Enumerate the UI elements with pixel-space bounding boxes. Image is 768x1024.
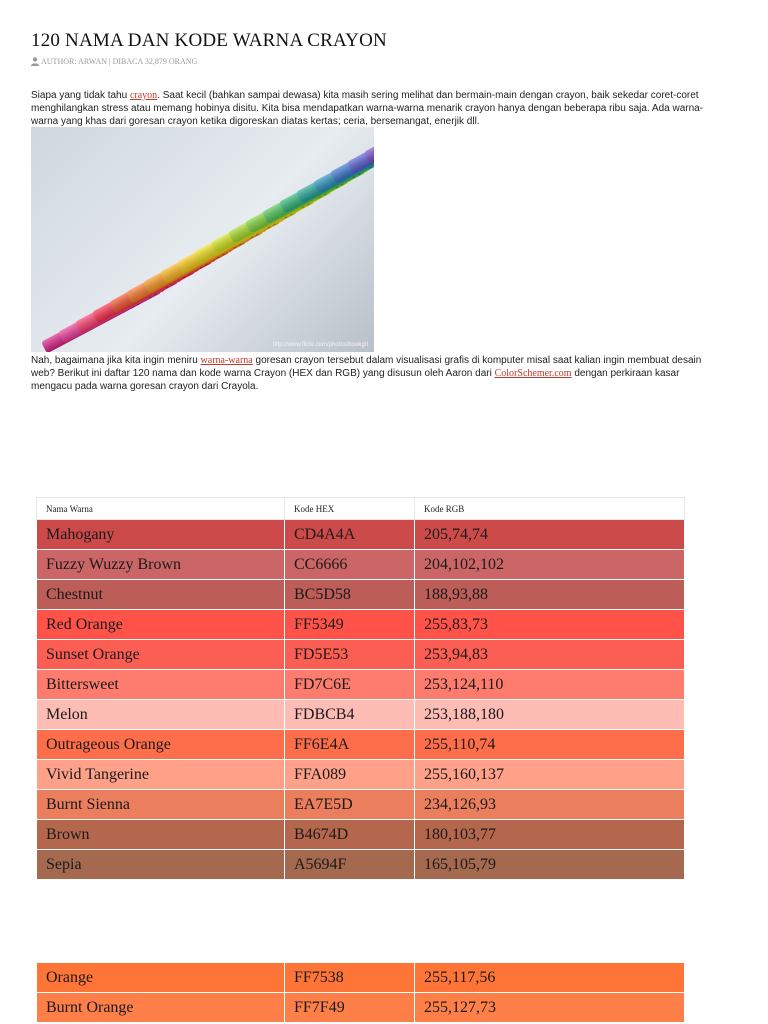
rgb-code-cell: 165,105,79 (415, 850, 685, 880)
rgb-code-cell: 253,94,83 (415, 640, 685, 670)
outro-text-2: goresan crayon tersebut dalam visualisasi grafis di komputer misal saat kalian ingin membuat desain web? Berikut ini daftar 120 nama dan kode warna Crayon (HEX dan RGB) yang disusun oleh Aaron dari (31, 355, 702, 379)
rgb-code-cell: 255,160,137 (415, 760, 685, 790)
color-name-cell: Outrageous Orange (37, 730, 285, 760)
page-title: 120 NAMA DAN KODE WARNA CRAYON (31, 30, 387, 51)
table-row (37, 820, 685, 850)
colorschemer-link[interactable]: ColorSchemer.com (494, 368, 572, 379)
color-name-cell: Mahogany (37, 520, 285, 550)
hex-code-cell: FDBCB4 (285, 700, 415, 730)
hex-code-cell: B4674D (285, 820, 415, 850)
header-kode-rgb: Kode RGB (415, 498, 685, 520)
hex-code-cell: FF7538 (285, 963, 415, 993)
header-kode-hex: Kode HEX (285, 498, 415, 520)
header-nama-warna: Nama Warna (37, 498, 285, 520)
hex-code-cell: FD7C6E (285, 670, 415, 700)
hex-code-cell: CD4A4A (285, 520, 415, 550)
table-row (37, 850, 685, 880)
hex-code-cell: CC6666 (285, 550, 415, 580)
hex-code-cell: FF7F49 (285, 993, 415, 1023)
warna-warna-link[interactable]: warna-warna (200, 355, 253, 366)
table-row (37, 550, 685, 580)
table-row (37, 760, 685, 790)
color-name-cell: Chestnut (37, 580, 285, 610)
rgb-code-cell: 255,83,73 (415, 610, 685, 640)
hex-code-cell: FF6E4A (285, 730, 415, 760)
color-name-cell: Red Orange (37, 610, 285, 640)
color-name-cell: Sepia (37, 850, 285, 880)
article-meta (31, 57, 197, 66)
outro-text-3: dengan perkiraan kasar mengacu pada warna goresan crayon dari Crayola. (31, 368, 680, 392)
table-row (37, 730, 685, 760)
rgb-code-cell: 253,124,110 (415, 670, 685, 700)
hex-code-cell: A5694F (285, 850, 415, 880)
hex-code-cell: FF5349 (285, 610, 415, 640)
rgb-code-cell: 253,188,180 (415, 700, 685, 730)
rgb-code-cell: 255,127,73 (415, 993, 685, 1023)
outro-text-1: Nah, bagaimana jika kita ingin meniru (31, 355, 201, 366)
rgb-code-cell: 180,103,77 (415, 820, 685, 850)
intro-text-2: . Saat kecil (bahkan sampai dewasa) kita masih sering melihat dan bermain-main dengan crayon, baik sekedar coret-coret menghilangkan stress atau memang hobinya disitu. Kita bisa mendapatkan warna-warna menarik crayon hanya dengan beberapa ribu saja. Ada warna-warna yang khas dari goresan crayon ketika digoreskan diatas kertas; ceria, bersemangat, enerjik dll. (31, 90, 704, 127)
table-row (37, 790, 685, 820)
rgb-code-cell: 234,126,93 (415, 790, 685, 820)
color-name-cell: Vivid Tangerine (37, 760, 285, 790)
table-row (37, 580, 685, 610)
intro-text-1: Siapa yang tidak tahu (31, 90, 130, 101)
user-icon (31, 57, 39, 66)
rgb-code-cell: 255,117,56 (415, 963, 685, 993)
color-name-cell: Fuzzy Wuzzy Brown (37, 550, 285, 580)
table-row (37, 993, 685, 1023)
table-row (37, 610, 685, 640)
intro-paragraph (31, 89, 711, 128)
table-row (37, 670, 685, 700)
rgb-code-cell: 255,110,74 (415, 730, 685, 760)
color-name-cell: Burnt Sienna (37, 790, 285, 820)
crayon-photo (31, 127, 374, 352)
color-name-cell: Brown (37, 820, 285, 850)
color-table-continued (36, 962, 685, 1023)
table-row (37, 700, 685, 730)
table-row (37, 640, 685, 670)
rgb-code-cell: 204,102,102 (415, 550, 685, 580)
hex-code-cell: FD5E53 (285, 640, 415, 670)
hex-code-cell: EA7E5D (285, 790, 415, 820)
color-table (36, 497, 685, 880)
photo-credit: http://www.flickr.com/photos/bookgrl (272, 342, 368, 348)
color-name-cell: Melon (37, 700, 285, 730)
table-header-row (37, 498, 685, 520)
rgb-code-cell: 205,74,74 (415, 520, 685, 550)
hex-code-cell: BC5D58 (285, 580, 415, 610)
outro-paragraph (31, 354, 711, 393)
color-name-cell: Bittersweet (37, 670, 285, 700)
crayon-illustration (31, 127, 374, 352)
table-row (37, 963, 685, 993)
rgb-code-cell: 188,93,88 (415, 580, 685, 610)
color-name-cell: Orange (37, 963, 285, 993)
color-name-cell: Burnt Orange (37, 993, 285, 1023)
crayon-link[interactable]: crayon (129, 90, 158, 101)
hex-code-cell: FFA089 (285, 760, 415, 790)
color-name-cell: Sunset Orange (37, 640, 285, 670)
meta-text: AUTHOR: ARWAN | DIBACA 32,879 ORANG (41, 57, 198, 66)
table-row (37, 520, 685, 550)
